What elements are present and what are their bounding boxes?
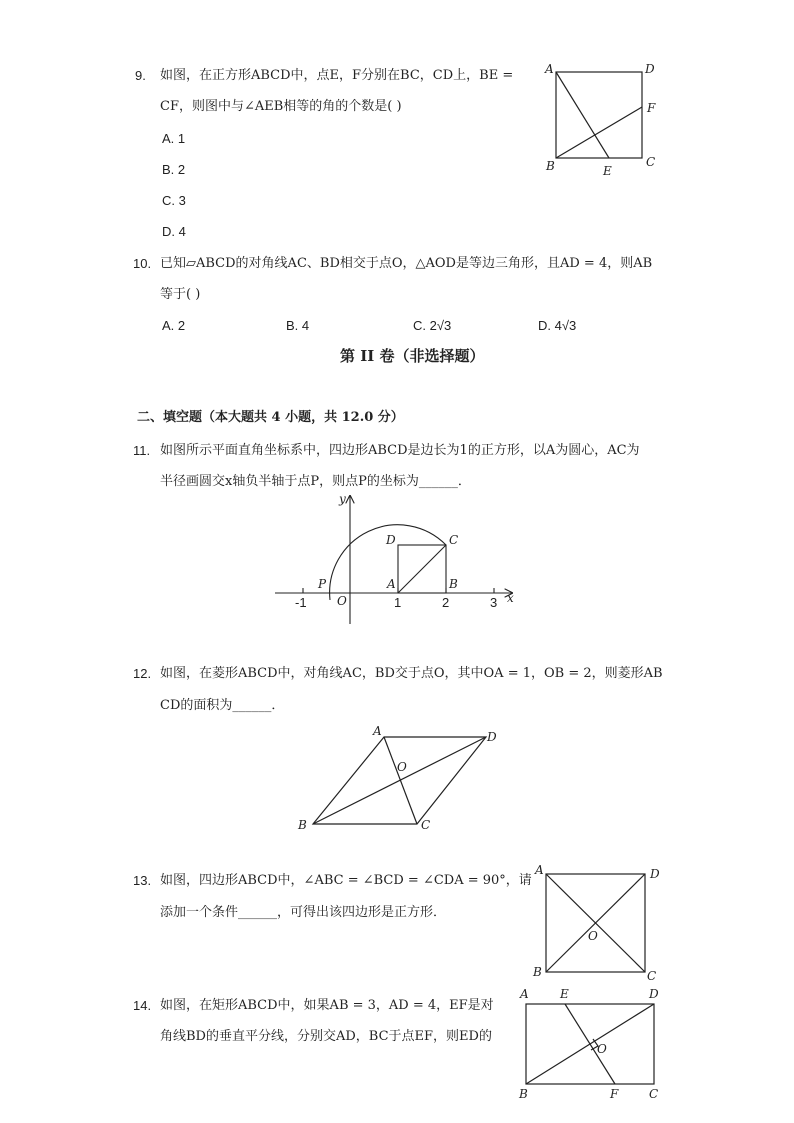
q13-stem-line2: 添加一个条件______，可得出该四边形是正方形． (160, 905, 447, 920)
fig14-label-e: E (560, 987, 569, 1001)
q11-number: 11. (133, 443, 151, 458)
fig13-label-b: B (533, 965, 542, 979)
fig11-tick-label-neg1: -1 (295, 595, 307, 610)
figure-q12 (313, 737, 486, 824)
q10-stem-line1: 已知▱ABCD的对角线AC、BD相交于点O，△AOD是等边三角形，且AD = 4，则AB (160, 256, 653, 271)
fig11-label-p: P (318, 577, 327, 591)
figure-q13 (546, 874, 645, 972)
fig11-diagonal-ac (398, 545, 446, 593)
q14-stem-line1: 如图，在矩形ABCD中，如果AB = 3，AD = 4，EF是对 (160, 998, 494, 1013)
fig11-label-y: y (339, 492, 346, 506)
fig11-label-o: O (337, 594, 347, 608)
fig12-label-c: C (421, 818, 431, 832)
fig14-label-b: B (519, 1087, 528, 1101)
fig14-label-o: O (597, 1042, 607, 1056)
q14-stem-line2: 角线BD的垂直平分线，分别交AD，BC于点EF，则ED的 (160, 1029, 492, 1044)
fig14-label-c: C (649, 1087, 659, 1101)
fig9-label-f: F (647, 101, 656, 115)
q10-option-c: C. 2√3 (413, 318, 452, 333)
q10-number: 10. (133, 256, 152, 271)
q9-option-d: D. 4 (162, 224, 186, 239)
q10-option-b: B. 4 (286, 318, 310, 333)
q13-number: 13. (133, 873, 152, 888)
fig11-tick-label-3: 3 (490, 595, 498, 610)
q11-stem-line2: 半径画圆交x轴负半轴于点P，则点P的坐标为______． (160, 474, 471, 489)
fig12-diagonal-bd (313, 737, 486, 824)
q11-stem-line1: 如图所示平面直角坐标系中，四边形ABCD是边长为1的正方形，以A为圆心，AC为 (160, 443, 640, 458)
fig9-label-d: D (645, 62, 655, 76)
fig11-label-a: A (387, 577, 396, 591)
part-title: 第 II 卷（非选择题） (340, 347, 485, 365)
fig12-label-b: B (298, 818, 307, 832)
q12-stem-line1: 如图，在菱形ABCD中，对角线AC，BD交于点O，其中OA = 1，OB = 2，则菱形AB (160, 666, 663, 681)
fig13-label-c: C (647, 969, 657, 983)
figure-q14 (526, 1004, 654, 1084)
fig9-label-e: E (603, 164, 612, 178)
section-heading: 二、填空题（本大题共 4 小题，共 12.0 分） (137, 410, 404, 425)
fig12-label-a: A (373, 724, 382, 738)
fig14-bisector-ef (565, 1004, 615, 1084)
fig9-segment-ae (556, 72, 609, 158)
fig14-label-d: D (649, 987, 659, 1001)
fig11-label-c: C (449, 533, 459, 547)
fig9-label-b: B (546, 159, 555, 173)
fig9-label-a: A (545, 62, 554, 76)
fig12-label-d: D (487, 730, 497, 744)
q12-number: 12. (133, 666, 152, 681)
q9-option-a: A. 1 (162, 131, 186, 146)
q10-option-d: D. 4√3 (538, 318, 577, 333)
q9-number: 9. (135, 68, 146, 83)
q14-number: 14. (133, 998, 152, 1013)
fig11-label-x: x (507, 591, 514, 605)
fig9-segment-bf (556, 107, 642, 158)
fig11-label-d: D (386, 533, 396, 547)
q13-stem-line1: 如图，四边形ABCD中，∠ABC = ∠BCD = ∠CDA = 90°，请 (160, 873, 532, 888)
q9-option-b: B. 2 (162, 162, 186, 177)
fig14-label-f: F (610, 1087, 619, 1101)
fig9-label-c: C (646, 155, 656, 169)
fig14-label-a: A (520, 987, 529, 1001)
q12-stem-line2: CD的面积为______． (160, 698, 285, 713)
fig11-tick-label-1: 1 (394, 595, 402, 610)
fig13-label-a: A (535, 863, 544, 877)
fig12-label-o: O (397, 760, 407, 774)
fig11-tick-label-2: 2 (442, 595, 450, 610)
q9-stem-line2: CF，则图中与∠AEB相等的角的个数是( ) (160, 99, 402, 114)
q9-stem-line1: 如图，在正方形ABCD中，点E，F分别在BC，CD上，BE = (160, 68, 514, 83)
q9-option-c: C. 3 (162, 193, 186, 208)
fig13-label-o: O (588, 929, 598, 943)
fig13-label-d: D (650, 867, 660, 881)
q10-stem-line2: 等于( ) (160, 287, 201, 302)
q10-option-a: A. 2 (162, 318, 186, 333)
fig11-label-b: B (449, 577, 458, 591)
figure-q9 (556, 72, 642, 158)
